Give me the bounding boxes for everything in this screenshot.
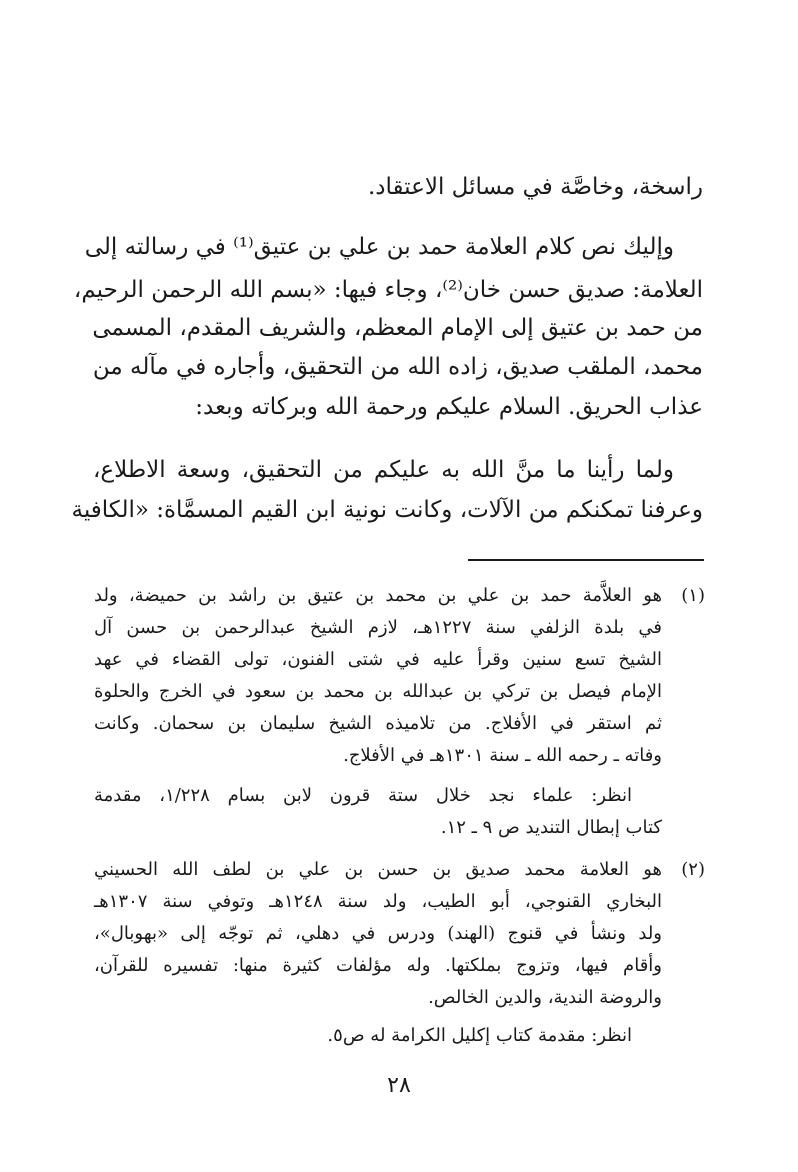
footnote-number: (١)	[681, 585, 705, 606]
body-line: من حمد بن عتيق إلى الإمام المعظم، والشريف المقدم، المسمى	[92, 315, 703, 341]
footnote-reference: انظر: علماء نجد خلال ستة قرون لابن بسام ١/٢٢٨، مقدمة	[94, 785, 632, 806]
page-number: ٢٨	[387, 1073, 411, 1098]
footnote-line: وأقام فيها، وتزوج بملكتها. وله مؤلفات كثيرة منها: تفسيره للقرآن،	[94, 955, 662, 976]
footnote-line: هو العلاَّمة حمد بن علي بن محمد بن عتيق بن راشد بن حميضة، ولد	[94, 585, 662, 606]
body-line: العلامة: صديق حسن خان⁽²⁾، وجاء فيها: «بسم الله الرحمن الرحيم،	[73, 277, 703, 303]
footnote-line: الإمام فيصل بن تركي بن عبدالله بن محمد بن سعود في الخرج والحلوة	[94, 681, 662, 702]
footnote-line: هو العلامة محمد صديق بن حسن بن علي بن لطف الله الحسيني	[94, 859, 662, 880]
footnote-line: وفاته ـ رحمه الله ـ سنة ١٣٠١هـ في الأفلاج.	[343, 745, 662, 766]
body-line: راسخة، وخاصَّة في مسائل الاعتقاد.	[367, 174, 703, 200]
footnote-line: البخاري القنوجي، أبو الطيب، ولد سنة ١٢٤٨هـ وتوفي سنة ١٣٠٧هـ	[94, 891, 662, 912]
footnote-number: (٢)	[681, 859, 705, 880]
body-line: محمد، الملقب صديق، زاده الله من التحقيق، وأجاره في مآله من	[92, 354, 703, 380]
footnote-line: الشيخ تسع سنين وقرأ عليه في شتى الفنون، تولى القضاء في عهد	[94, 649, 662, 670]
footnote-reference: انظر: مقدمة كتاب إكليل الكرامة له ص٥.	[327, 1025, 632, 1046]
body-line: وإليك نص كلام العلامة حمد بن علي بن عتيق⁽¹⁾ في رسالته إلى	[84, 234, 674, 260]
footnote-separator	[468, 559, 704, 561]
footnote-reference: كتاب إبطال التنديد ص ٩ ـ ١٢.	[440, 817, 662, 838]
footnote-line: والروضة الندية، والدين الخالص.	[428, 987, 662, 1008]
footnote-line: ثم استقر في الأفلاج. من تلاميذه الشيخ سليمان بن سحمان. وكانت	[94, 713, 662, 734]
body-line: ولما رأينا ما منَّ الله به عليكم من التحقيق، وسعة الاطلاع،	[93, 457, 674, 483]
body-line: وعرفنا تمكنكم من الآلات، وكانت نونية ابن القيم المسمَّاة: «الكافية	[71, 497, 703, 523]
footnote-line: ولد ونشأ في قنوج (الهند) ودرس في دهلي، ثم توجّه إلى «بهوبال»،	[94, 923, 662, 944]
footnote-line: في بلدة الزلفي سنة ١٢٢٧هـ، لازم الشيخ عبدالرحمن بن حسن آل	[94, 617, 662, 638]
body-line: عذاب الحريق. السلام عليكم ورحمة الله وبركاته وبعد:	[195, 394, 703, 420]
